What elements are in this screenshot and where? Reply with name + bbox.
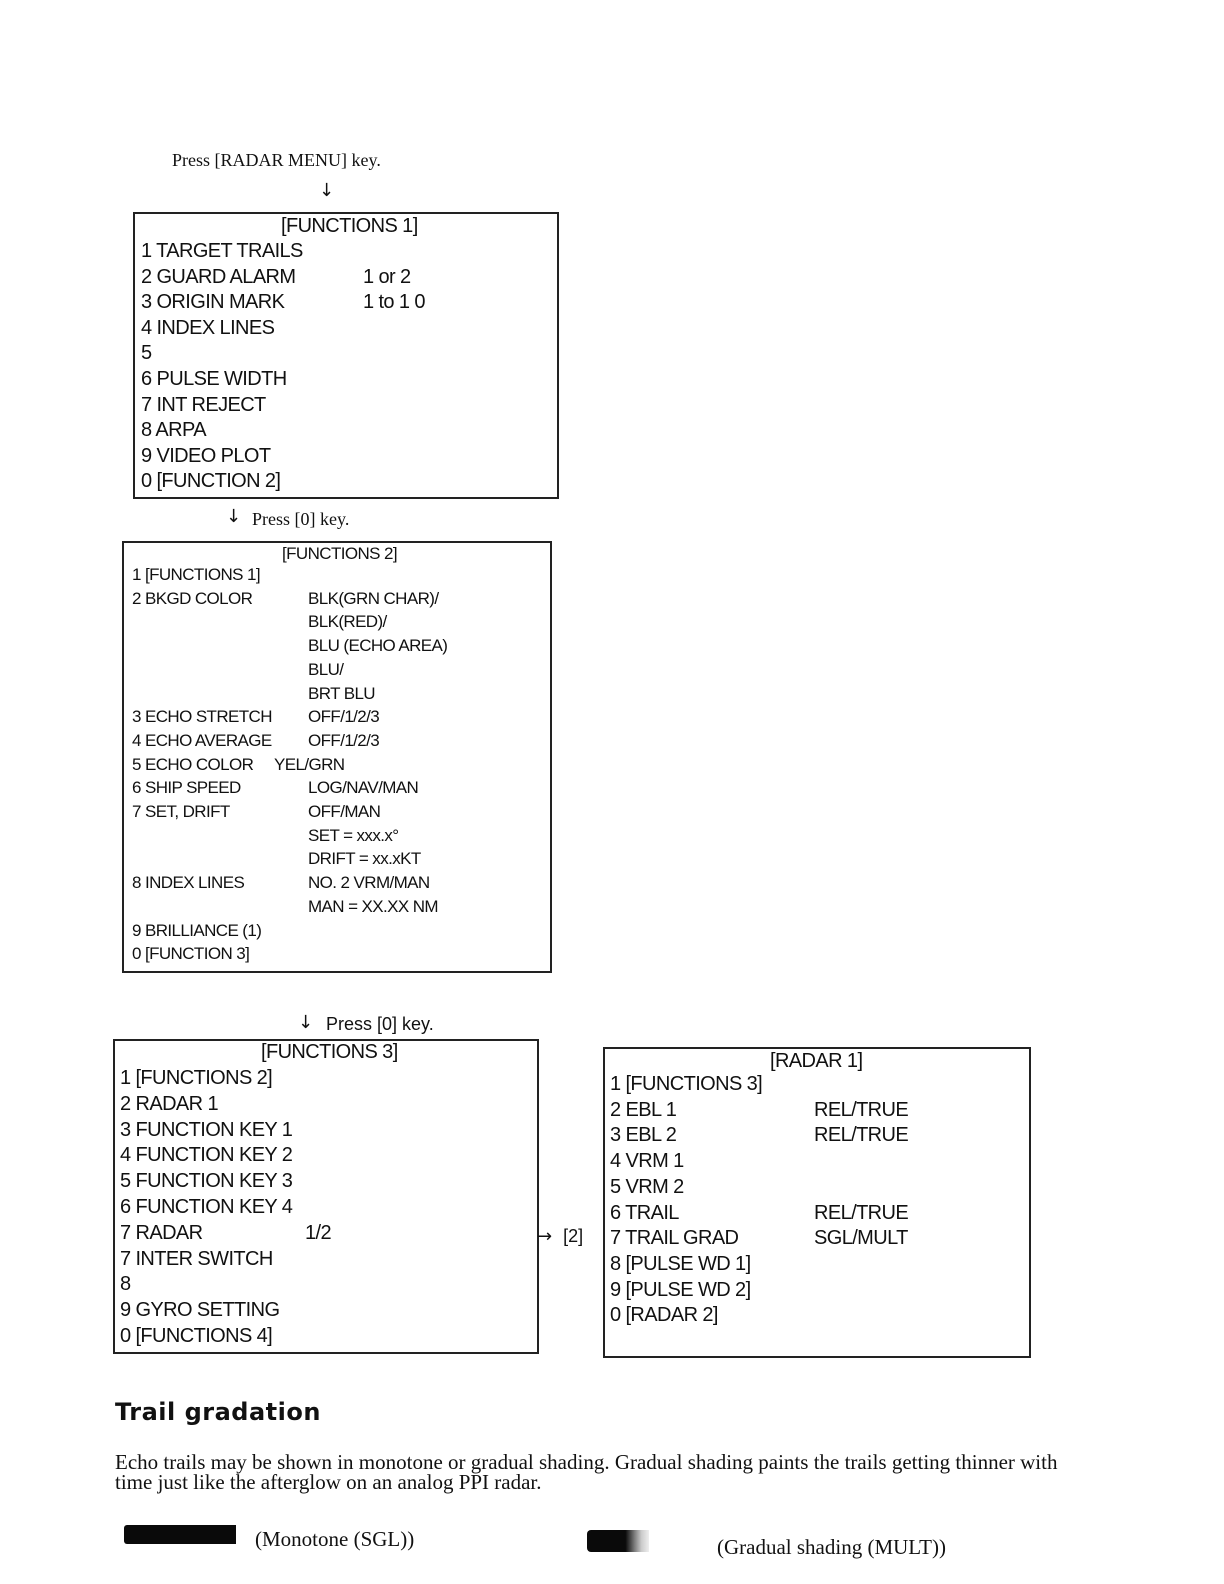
functions3-menu-item[interactable] — [115, 1246, 537, 1272]
instruction-press-0-key-2: Press [0] key. — [326, 1014, 434, 1034]
functions2-menu-item[interactable] — [124, 800, 550, 824]
menu-item-label: 2 BKGD COLOR — [132, 588, 253, 608]
menu-item-label: 0 [RADAR 2] — [610, 1304, 718, 1327]
functions2-menu-item[interactable] — [124, 610, 550, 634]
menu-item-value: OFF/MAN — [308, 802, 381, 821]
menu-item-value: OFF/1/2/3 — [308, 730, 380, 750]
menu-item-label: 7 TRAIL GRAD — [610, 1227, 739, 1250]
functions3-title: [FUNCTIONS 3] — [261, 1041, 398, 1063]
legend-monotone: (Monotone (SGL)) — [255, 1527, 415, 1551]
radar1-menu-item[interactable] — [605, 1225, 1029, 1251]
radar1-menu-item[interactable] — [605, 1251, 1029, 1277]
functions2-menu-item[interactable] — [124, 919, 550, 943]
link-to-radar1 — [537, 1226, 583, 1247]
menu-item-label: 7 SET, DRIFT — [132, 802, 230, 821]
menu-item-label: 6 FUNCTION KEY 4 — [120, 1196, 293, 1218]
instruction-press-0-key: Press [0] key. — [252, 509, 350, 529]
functions1-title: [FUNCTIONS 1] — [281, 215, 418, 237]
functions1-menu-item[interactable] — [135, 468, 557, 494]
monotone-trail-swatch — [124, 1525, 236, 1544]
functions1-menu-item[interactable] — [135, 366, 557, 392]
menu-item-value: BLU (ECHO AREA) — [308, 636, 448, 656]
functions2-menu-item[interactable] — [124, 824, 550, 848]
functions2-menu-item[interactable] — [124, 895, 550, 919]
down-arrow-icon: ↓ — [298, 1012, 314, 1033]
functions3-menu-item[interactable] — [115, 1142, 537, 1168]
menu-item-label: 5 ECHO COLOR — [132, 754, 254, 774]
section-paragraph: Echo trails may be shown in monotone or gradual shading. Gradual shading paints the trails getting thinner with time just like the afterglow on an analog PPI radar. — [115, 1450, 1058, 1494]
functions2-menu-item[interactable] — [124, 847, 550, 871]
menu-item-label: 1 [FUNCTIONS 3] — [610, 1073, 763, 1095]
radar1-menu-item[interactable] — [605, 1071, 1029, 1097]
menu-item-label: 1 [FUNCTIONS 2] — [120, 1067, 273, 1089]
menu-item-label: 1 TARGET TRAILS — [141, 240, 303, 262]
functions3-menu-item[interactable] — [115, 1194, 537, 1220]
legend-gradual: (Gradual shading (MULT)) — [717, 1535, 947, 1559]
functions1-menu-item[interactable] — [135, 315, 557, 341]
menu-item-label: 8 [PULSE WD 1] — [610, 1252, 751, 1275]
radar1-title: [RADAR 1] — [770, 1050, 863, 1072]
menu-item-value: BRT BLU — [308, 683, 375, 703]
menu-item-label: 4 FUNCTION KEY 2 — [120, 1144, 293, 1167]
menu-item-label: 4 ECHO AVERAGE — [132, 730, 272, 750]
functions1-menu — [133, 212, 559, 499]
functions1-menu-item[interactable] — [135, 238, 557, 264]
menu-item-label: 2 GUARD ALARM — [141, 265, 296, 288]
radar1-menu-item[interactable] — [605, 1174, 1029, 1200]
menu-item-value: LOG/NAV/MAN — [308, 778, 419, 798]
menu-item-value: 1 or 2 — [363, 265, 411, 288]
menu-item-value: NO. 2 VRM/MAN — [308, 873, 430, 893]
menu-item-value: BLK(RED)/ — [308, 612, 387, 632]
functions1-menu-item[interactable] — [135, 443, 557, 469]
functions2-menu-item[interactable] — [124, 753, 550, 777]
menu-item-label: 8 ARPA — [141, 419, 206, 442]
functions3-menu — [113, 1039, 539, 1354]
functions2-menu-item[interactable] — [124, 682, 550, 706]
functions3-menu-item[interactable] — [115, 1297, 537, 1323]
menu-item-value: REL/TRUE — [814, 1124, 909, 1147]
radar1-menu-item[interactable] — [605, 1122, 1029, 1148]
menu-item-label: 9 VIDEO PLOT — [141, 444, 271, 467]
functions2-menu-item[interactable] — [124, 634, 550, 658]
menu-item-label: 8 — [120, 1273, 131, 1296]
menu-item-value: SET = xxx.x° — [308, 825, 399, 845]
functions1-menu-item[interactable] — [135, 417, 557, 443]
menu-item-label: 3 EBL 2 — [610, 1124, 677, 1147]
menu-item-label: 9 GYRO SETTING — [120, 1299, 280, 1322]
functions2-menu-item[interactable] — [124, 587, 550, 611]
functions1-menu-item[interactable] — [135, 340, 557, 366]
menu-item-label: 9 [PULSE WD 2] — [610, 1278, 751, 1301]
gradual-trail-swatch — [587, 1530, 649, 1552]
menu-item-label: 3 FUNCTION KEY 1 — [120, 1118, 293, 1141]
functions1-menu-item[interactable] — [135, 289, 557, 315]
menu-item-value: DRIFT = xx.xKT — [308, 849, 421, 869]
instruction-press-radar-menu: Press [RADAR MENU] key. — [172, 150, 381, 170]
functions2-menu-item[interactable] — [124, 776, 550, 800]
functions3-menu-item[interactable] — [115, 1065, 537, 1091]
menu-item-value: YEL/GRN — [274, 754, 345, 774]
menu-item-label: 7 INTER SWITCH — [120, 1247, 273, 1270]
functions2-menu-item[interactable] — [124, 871, 550, 895]
menu-item-label: 7 RADAR — [120, 1221, 203, 1244]
menu-item-label: 8 INDEX LINES — [132, 873, 245, 893]
down-arrow-icon: ↓ — [226, 506, 242, 527]
functions2-title: [FUNCTIONS 2] — [282, 544, 397, 563]
functions1-menu-item[interactable] — [135, 392, 557, 418]
functions2-menu-item[interactable] — [124, 729, 550, 753]
menu-item-label: 3 ORIGIN MARK — [141, 291, 285, 314]
menu-item-label: 2 RADAR 1 — [120, 1092, 218, 1115]
functions2-menu-item[interactable] — [124, 942, 550, 966]
link-key-label: [2] — [563, 1226, 584, 1246]
menu-item-label: 5 — [141, 342, 152, 365]
radar1-menu — [603, 1047, 1031, 1358]
functions3-menu-item[interactable] — [115, 1323, 537, 1349]
functions2-menu — [122, 541, 552, 973]
menu-item-label: 1 [FUNCTIONS 1] — [132, 565, 260, 584]
functions3-menu-item[interactable] — [115, 1220, 537, 1246]
radar1-menu-item[interactable] — [605, 1302, 1029, 1328]
menu-item-value: MAN = XX.XX NM — [308, 896, 438, 916]
menu-item-label: 0 [FUNCTION 2] — [141, 470, 281, 493]
functions3-menu-item[interactable] — [115, 1168, 537, 1194]
menu-item-value: SGL/MULT — [814, 1227, 908, 1250]
menu-item-label: 5 VRM 2 — [610, 1175, 684, 1198]
menu-item-value: 1/2 — [305, 1221, 332, 1244]
functions3-menu-item[interactable] — [115, 1271, 537, 1297]
menu-item-label: 0 [FUNCTIONS 4] — [120, 1325, 273, 1347]
section-heading: Trail gradation — [115, 1398, 321, 1426]
radar1-menu-item[interactable] — [605, 1148, 1029, 1174]
functions2-menu-item[interactable] — [124, 705, 550, 729]
menu-item-label: 6 PULSE WIDTH — [141, 368, 287, 390]
menu-item-label: 4 INDEX LINES — [141, 316, 275, 339]
radar1-menu-item[interactable] — [605, 1277, 1029, 1303]
menu-item-value: REL/TRUE — [814, 1098, 909, 1121]
menu-item-label: 3 ECHO STRETCH — [132, 707, 272, 727]
menu-item-value: REL/TRUE — [814, 1201, 909, 1224]
menu-item-label: 6 TRAIL — [610, 1201, 679, 1224]
menu-item-label: 5 FUNCTION KEY 3 — [120, 1170, 293, 1193]
menu-item-label: 2 EBL 1 — [610, 1098, 677, 1121]
menu-item-label: 7 INT REJECT — [141, 393, 266, 416]
functions2-menu-item[interactable] — [124, 563, 550, 587]
menu-item-value: 1 to 1 0 — [363, 291, 425, 314]
down-arrow-icon: ↓ — [319, 180, 335, 201]
menu-item-value: BLK(GRN CHAR)/ — [308, 588, 439, 608]
functions1-menu-item[interactable] — [135, 264, 557, 290]
menu-item-label: 4 VRM 1 — [610, 1150, 684, 1173]
menu-item-value: OFF/1/2/3 — [308, 707, 380, 727]
functions3-menu-item[interactable] — [115, 1091, 537, 1117]
radar1-menu-item[interactable] — [605, 1097, 1029, 1123]
menu-item-label: 9 BRILLIANCE (1) — [132, 920, 262, 940]
menu-item-value: BLU/ — [308, 659, 344, 679]
right-arrow-icon: → — [537, 1226, 553, 1247]
menu-item-label: 6 SHIP SPEED — [132, 778, 241, 798]
functions3-menu-item[interactable] — [115, 1117, 537, 1143]
menu-item-label: 0 [FUNCTION 3] — [132, 944, 250, 964]
functions2-menu-item[interactable] — [124, 658, 550, 682]
radar1-menu-item[interactable] — [605, 1200, 1029, 1226]
